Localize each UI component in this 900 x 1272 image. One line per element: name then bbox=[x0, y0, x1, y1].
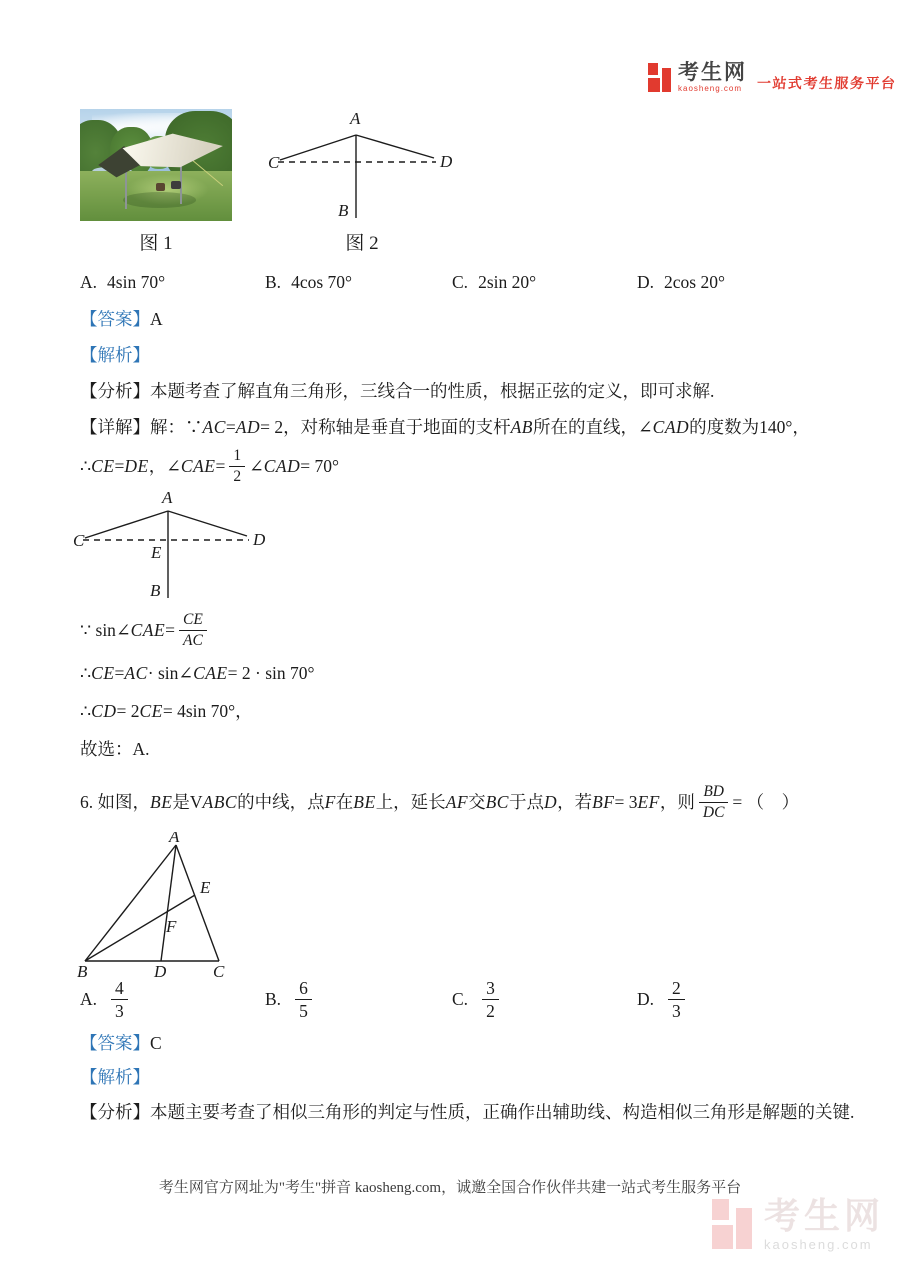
text-run: CE bbox=[139, 701, 163, 721]
logo-brand-column bbox=[678, 62, 747, 93]
point-label-A: A bbox=[169, 832, 180, 846]
q6-options-row bbox=[80, 978, 840, 1028]
logo-block bbox=[648, 63, 658, 75]
text-run: 是 bbox=[172, 792, 190, 812]
text-run: ∴ bbox=[80, 663, 92, 683]
text-run: ∵ sin bbox=[80, 620, 116, 640]
q6-fenxi-line: 【分析】本题主要考查了相似三角形的判定与性质，正确作出辅助线、构造相似三角形是解题的关键. bbox=[80, 1102, 855, 1122]
q6-option-b bbox=[265, 978, 316, 1021]
text-run: = bbox=[165, 620, 176, 640]
q6-stem bbox=[80, 778, 799, 826]
text-run: 6. 如图， bbox=[80, 792, 150, 812]
text-run: ，则 bbox=[659, 792, 695, 812]
option-key: D. bbox=[637, 272, 655, 292]
figure-2-caption: 图 2 bbox=[345, 233, 379, 254]
text-run: CE bbox=[91, 456, 115, 476]
text-run: EF bbox=[637, 792, 660, 812]
numerator: 2 bbox=[668, 978, 685, 1000]
logo-block bbox=[648, 78, 660, 92]
answer-value: A bbox=[150, 309, 163, 329]
q6-jiexi-line bbox=[80, 1064, 150, 1090]
text-run: = 2 bbox=[260, 417, 284, 437]
q6-option-a bbox=[80, 978, 132, 1021]
q5-option-b bbox=[265, 272, 352, 293]
option-value: 4cos 70° bbox=[291, 272, 353, 292]
option-value: 2sin 20° bbox=[478, 272, 537, 292]
text-run: 所在的直线， bbox=[532, 417, 638, 437]
text-run: BF bbox=[592, 792, 615, 812]
fraction bbox=[179, 611, 207, 650]
text-run: ， bbox=[235, 701, 253, 721]
text-run: = 70° bbox=[300, 456, 339, 476]
text-run: BC bbox=[485, 792, 509, 812]
text-run: = bbox=[225, 417, 236, 437]
text-run: = bbox=[215, 456, 226, 476]
photo-canopy-shadow bbox=[123, 192, 196, 208]
jiexi-label: 【解析】 bbox=[80, 345, 150, 365]
fraction bbox=[482, 978, 499, 1021]
logo-block bbox=[712, 1225, 733, 1249]
text-run: ，对称轴是垂直于地面的支杆 bbox=[283, 417, 511, 437]
figure-2-diagram bbox=[268, 110, 456, 225]
text-run: AC bbox=[124, 663, 148, 683]
q6-option-c bbox=[452, 978, 503, 1021]
point-label-E: E bbox=[200, 878, 211, 897]
fraction bbox=[699, 783, 729, 822]
text-run: ∠ bbox=[166, 456, 181, 476]
text-run: CD bbox=[91, 701, 117, 721]
q5-solution-diagram bbox=[72, 492, 267, 607]
denominator: 2 bbox=[233, 467, 242, 485]
text-run: BE bbox=[353, 792, 376, 812]
text-run: = bbox=[114, 663, 125, 683]
option-key: B. bbox=[265, 989, 282, 1010]
option-key: C. bbox=[452, 272, 469, 292]
point-label-F: F bbox=[166, 917, 177, 936]
text-run: BE bbox=[150, 792, 173, 812]
q5-option-c bbox=[452, 272, 536, 293]
text-run: ∠ bbox=[115, 620, 131, 640]
text-run: CAE bbox=[130, 620, 166, 640]
logo-block bbox=[712, 1199, 729, 1220]
numerator: BD bbox=[699, 783, 729, 803]
fraction bbox=[111, 978, 128, 1021]
q5-option-a bbox=[80, 272, 165, 293]
text-run: CAE bbox=[193, 663, 228, 683]
edge-AD bbox=[356, 135, 434, 158]
answer-label: 【答案】 bbox=[80, 309, 150, 329]
text-run: ∠ bbox=[637, 417, 653, 437]
denominator: 5 bbox=[299, 1001, 308, 1022]
text-run: 交 bbox=[468, 792, 486, 812]
q6-option-d bbox=[637, 978, 689, 1021]
option-key: C. bbox=[452, 989, 469, 1010]
option-key: A. bbox=[80, 989, 98, 1010]
figure-1-photo bbox=[80, 109, 232, 221]
edge-BA bbox=[85, 845, 176, 961]
text-run: CE bbox=[91, 663, 115, 683]
photo-chair bbox=[156, 183, 165, 191]
text-run: 于点 bbox=[508, 792, 544, 812]
option-value: 4sin 70° bbox=[107, 272, 166, 292]
point-label-E: E bbox=[151, 543, 162, 562]
numerator: 6 bbox=[295, 978, 312, 1000]
fraction bbox=[229, 447, 245, 486]
logo-domain-text: kaosheng.com bbox=[678, 84, 743, 93]
q6-triangle-diagram bbox=[76, 832, 241, 980]
watermark-text-column bbox=[763, 1195, 884, 1252]
text-run: AF bbox=[445, 792, 469, 812]
text-run: CAE bbox=[180, 456, 216, 476]
text-run: F bbox=[324, 792, 336, 812]
point-label-D: D bbox=[440, 152, 453, 171]
denominator: 3 bbox=[115, 1001, 124, 1022]
numerator: CE bbox=[179, 611, 207, 631]
q5-cd-eq-line bbox=[80, 698, 253, 724]
text-run: = bbox=[114, 456, 125, 476]
option-key: A. bbox=[80, 272, 98, 292]
text-run: 在 bbox=[335, 792, 354, 812]
q5-xiangjie-line bbox=[80, 414, 810, 440]
text-run: ，若 bbox=[557, 792, 593, 812]
text-run: CAD bbox=[652, 417, 690, 437]
text-run: = 3 bbox=[614, 792, 638, 812]
fraction bbox=[295, 978, 312, 1021]
site-logo bbox=[648, 62, 897, 93]
denominator: DC bbox=[702, 803, 725, 821]
text-run: = （ ） bbox=[732, 792, 800, 812]
text-run: ∴ bbox=[80, 701, 92, 721]
q5-ce-eq-line bbox=[80, 660, 315, 686]
point-label-A: A bbox=[350, 110, 361, 128]
text-run: ∴ bbox=[80, 456, 92, 476]
denominator: 3 bbox=[672, 1001, 681, 1022]
option-key: B. bbox=[265, 272, 282, 292]
text-run: ∠ bbox=[178, 663, 194, 683]
q5-jiexi-line bbox=[80, 342, 150, 368]
logo-block bbox=[662, 68, 671, 92]
text-run: 上，延长 bbox=[375, 792, 446, 812]
edge-AD bbox=[168, 511, 247, 536]
text-run: DE bbox=[124, 456, 149, 476]
answer-value: C bbox=[150, 1033, 162, 1053]
kaosheng-logo-icon bbox=[648, 63, 672, 93]
option-key: D. bbox=[637, 989, 655, 1010]
text-run: · sin bbox=[147, 663, 179, 683]
point-label-C: C bbox=[213, 962, 225, 980]
q5-sin-line bbox=[80, 606, 211, 654]
point-label-C: C bbox=[73, 531, 85, 550]
point-label-D: D bbox=[253, 530, 266, 549]
text-run: AD bbox=[235, 417, 261, 437]
point-label-B: B bbox=[338, 201, 349, 220]
text-run: 的度数为140°， bbox=[689, 417, 810, 437]
text-run: = 2 · sin 70° bbox=[227, 663, 315, 683]
denominator: AC bbox=[183, 631, 203, 649]
text-run: D bbox=[543, 792, 558, 812]
median-BE bbox=[85, 895, 195, 961]
text-run: ∠ bbox=[249, 456, 264, 476]
watermark-logo-icon bbox=[712, 1199, 754, 1251]
point-label-C: C bbox=[268, 153, 280, 172]
watermark-logo bbox=[712, 1195, 884, 1252]
denominator: 2 bbox=[486, 1001, 495, 1022]
edge-AC bbox=[85, 511, 168, 538]
text-run: CAD bbox=[263, 456, 301, 476]
text-run: AB bbox=[510, 417, 533, 437]
logo-brand-text: 考生网 bbox=[678, 61, 747, 84]
q5-ce-de-line bbox=[80, 442, 339, 490]
logo-slogan: 一站式考生服务平台 bbox=[756, 74, 898, 91]
point-label-B: B bbox=[77, 962, 88, 980]
numerator: 4 bbox=[111, 978, 128, 1000]
text-run: 的中线，点 bbox=[237, 792, 325, 812]
text-run: = 4sin 70° bbox=[162, 701, 236, 721]
text-run: 【详解】解：∵ bbox=[80, 417, 203, 437]
watermark-domain-text: kaosheng.com bbox=[763, 1237, 873, 1252]
jiexi-label: 【解析】 bbox=[80, 1067, 150, 1087]
text-run: V bbox=[189, 792, 203, 812]
option-value: 2cos 20° bbox=[664, 272, 725, 292]
text-run: ， bbox=[148, 456, 167, 476]
cevian-AD bbox=[161, 845, 176, 961]
point-label-B: B bbox=[150, 581, 161, 600]
q5-option-d bbox=[637, 272, 725, 293]
answer-label: 【答案】 bbox=[80, 1033, 150, 1053]
q5-conclusion-line: 故选：A. bbox=[80, 739, 150, 759]
point-label-A: A bbox=[162, 492, 173, 507]
page-footer-text: 考生网官方网址为"考生"拼音 kaosheng.com，诚邀全国合作伙伴共建一站式考生服务平台 bbox=[158, 1180, 742, 1196]
watermark-brand-text: 考生网 bbox=[763, 1195, 884, 1236]
photo-chair bbox=[171, 181, 181, 189]
edge-AC bbox=[280, 135, 356, 160]
fraction bbox=[668, 978, 685, 1021]
text-run: AC bbox=[202, 417, 226, 437]
q5-fenxi-line: 【分析】本题考查了解直角三角形，三线合一的性质，根据正弦的定义，即可求解. bbox=[80, 381, 715, 401]
numerator: 1 bbox=[229, 447, 245, 467]
numerator: 3 bbox=[482, 978, 499, 1000]
q6-answer-line bbox=[80, 1030, 162, 1056]
text-run: ABC bbox=[202, 792, 238, 812]
figure-1-caption: 图 1 bbox=[139, 233, 173, 254]
q5-options-row bbox=[80, 272, 840, 298]
logo-block bbox=[736, 1208, 752, 1249]
point-label-D: D bbox=[154, 962, 167, 980]
q5-answer-line bbox=[80, 306, 163, 332]
text-run: = 2 bbox=[116, 701, 140, 721]
